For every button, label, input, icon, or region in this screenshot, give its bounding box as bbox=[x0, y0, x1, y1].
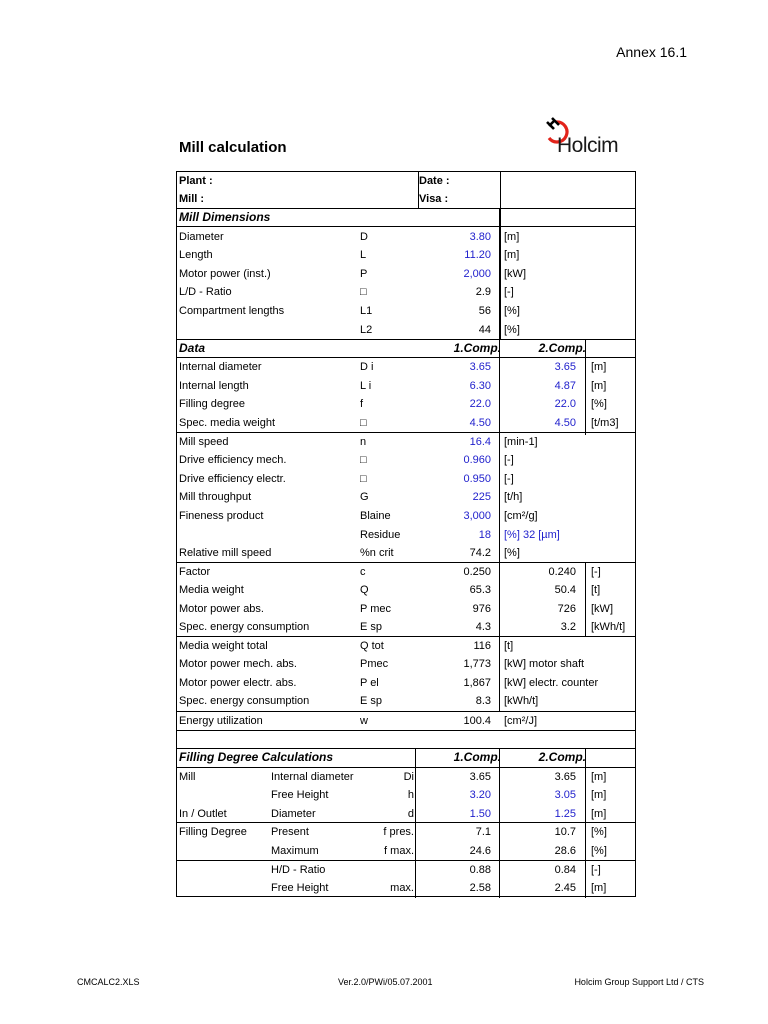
comp2-value: 3.05 bbox=[554, 789, 576, 802]
row-symbol: Q tot bbox=[360, 639, 384, 652]
filling-row bbox=[177, 842, 635, 860]
row-label: Internal diameter bbox=[271, 770, 354, 783]
row-symbol: f bbox=[360, 398, 364, 411]
comp2-header: 2.Comp. bbox=[538, 750, 586, 764]
column-divider bbox=[499, 208, 500, 339]
row-label: Spec. media weight bbox=[179, 416, 275, 429]
column-divider bbox=[585, 748, 586, 898]
row-divider bbox=[177, 822, 635, 823]
dimension-row bbox=[177, 246, 635, 264]
row-symbol: f max. bbox=[384, 844, 414, 857]
factor-row bbox=[177, 581, 635, 599]
row-unit: [kWh/t] bbox=[591, 621, 626, 634]
row-symbol: Di bbox=[403, 770, 414, 783]
row-unit: [%] bbox=[504, 547, 520, 560]
row-label: Diameter bbox=[179, 230, 224, 243]
total-row bbox=[177, 674, 635, 692]
footer-filename: CMCALC2.XLS bbox=[77, 977, 140, 987]
comp2-value: 726 bbox=[557, 602, 576, 615]
row-symbol: Pmec bbox=[360, 658, 389, 671]
row-label: Compartment lengths bbox=[179, 304, 285, 317]
row-unit: [-] bbox=[591, 565, 601, 578]
speed-row bbox=[177, 451, 635, 469]
row-symbol: w bbox=[360, 714, 368, 727]
section-title: Filling Degree Calculations bbox=[179, 750, 334, 764]
row-unit: [-] bbox=[504, 286, 514, 299]
row-symbol: c bbox=[360, 565, 366, 578]
filling-row bbox=[177, 786, 635, 804]
comp2-value: 0.240 bbox=[548, 565, 576, 578]
factor-row bbox=[177, 618, 635, 636]
dimension-row bbox=[177, 228, 635, 246]
comp2-value: 10.7 bbox=[554, 826, 576, 839]
row-label: Factor bbox=[179, 565, 211, 578]
row-unit: [m] bbox=[591, 361, 607, 373]
column-divider bbox=[585, 562, 586, 636]
row-symbol: E sp bbox=[360, 621, 383, 634]
row-symbol: P mec bbox=[360, 602, 391, 615]
row-symbol: L1 bbox=[360, 304, 373, 317]
comp2-value: 4.50 bbox=[554, 416, 576, 429]
data-row bbox=[177, 358, 635, 376]
row-unit: [t/m3] bbox=[591, 416, 619, 429]
row-value: 116 bbox=[473, 639, 491, 652]
row-unit: [m] bbox=[591, 789, 607, 802]
row-label: Present bbox=[271, 826, 309, 839]
header-row-mill bbox=[177, 190, 635, 208]
row-unit: [%] bbox=[504, 323, 520, 336]
comp1-value: 3.65 bbox=[469, 770, 491, 783]
logo-text: Holcim bbox=[557, 134, 619, 157]
section-filling-degree bbox=[177, 748, 635, 766]
row-label: Free Height bbox=[271, 789, 329, 802]
row-symbol: d bbox=[407, 807, 414, 820]
filling-row bbox=[177, 823, 635, 841]
comp1-value: 1.50 bbox=[469, 807, 491, 820]
section-mill-dimensions bbox=[177, 208, 635, 226]
row-label: Fineness product bbox=[179, 509, 264, 522]
comp1-value: 2.58 bbox=[469, 882, 491, 895]
data-row bbox=[177, 395, 635, 413]
comp1-value: 4.50 bbox=[469, 416, 491, 429]
row-symbol: Residue bbox=[360, 528, 401, 541]
row-value: 0.960 bbox=[463, 454, 491, 467]
comp2-value: 4.87 bbox=[554, 379, 576, 392]
row-label: H/D - Ratio bbox=[271, 863, 326, 876]
row-symbol: E sp bbox=[360, 695, 383, 708]
row-label: L/D - Ratio bbox=[179, 286, 232, 299]
column-divider bbox=[500, 172, 501, 339]
row-label: Mill throughput bbox=[179, 491, 252, 504]
row-label: Diameter bbox=[271, 807, 316, 820]
comp2-value: 28.6 bbox=[554, 844, 576, 857]
row-symbol: □ bbox=[360, 472, 367, 485]
comp1-value: 7.1 bbox=[475, 826, 491, 839]
filling-row bbox=[177, 879, 635, 897]
speed-row bbox=[177, 470, 635, 488]
row-unit: [kW] electr. counter bbox=[504, 676, 599, 689]
row-unit: [cm²/g] bbox=[504, 509, 538, 522]
row-unit: [m] bbox=[591, 379, 607, 392]
header-row-plant bbox=[177, 172, 635, 190]
row-symbol: Blaine bbox=[360, 509, 391, 522]
row-unit: [-] bbox=[504, 472, 514, 485]
comp1-header: 1.Comp. bbox=[453, 341, 501, 355]
energy-row bbox=[177, 712, 635, 730]
row-label: Drive efficiency mech. bbox=[179, 454, 287, 467]
row-label: Media weight total bbox=[179, 639, 268, 652]
mill-label: Mill : bbox=[179, 193, 205, 205]
comp2-value: 3.2 bbox=[560, 621, 576, 634]
comp1-value: 976 bbox=[472, 602, 491, 615]
filling-row bbox=[177, 805, 635, 823]
total-row bbox=[177, 655, 635, 673]
dimension-row bbox=[177, 265, 635, 283]
row-symbol: Q bbox=[360, 584, 369, 597]
comp1-value: 0.88 bbox=[469, 863, 491, 876]
filling-row bbox=[177, 861, 635, 879]
row-group-label: In / Outlet bbox=[179, 807, 227, 820]
row-label: Maximum bbox=[271, 844, 319, 857]
row-label: Spec. energy consumption bbox=[179, 695, 310, 708]
row-value: 100.4 bbox=[463, 714, 491, 727]
row-unit: [%] bbox=[591, 398, 607, 411]
comp1-value: 24.6 bbox=[469, 844, 491, 857]
comp2-value: 22.0 bbox=[554, 398, 576, 411]
row-value: 0.950 bbox=[463, 472, 491, 485]
factor-row bbox=[177, 563, 635, 581]
row-label: Relative mill speed bbox=[179, 547, 272, 560]
row-value: 225 bbox=[472, 491, 491, 504]
row-unit: [cm²/J] bbox=[504, 714, 537, 727]
row-unit: [%] bbox=[504, 304, 520, 317]
row-divider bbox=[177, 730, 635, 731]
comp2-header: 2.Comp. bbox=[538, 341, 586, 355]
row-label: Media weight bbox=[179, 584, 244, 597]
row-symbol: P bbox=[360, 267, 368, 280]
row-group-label: Filling Degree bbox=[179, 826, 247, 839]
row-value: 1,773 bbox=[463, 658, 491, 671]
dimension-row bbox=[177, 283, 635, 301]
row-label: Drive efficiency electr. bbox=[179, 472, 286, 485]
row-symbol: L i bbox=[360, 379, 372, 392]
visa-label: Visa : bbox=[419, 193, 449, 205]
row-unit: [%] 32 [µm] bbox=[504, 528, 560, 541]
comp2-value: 0.84 bbox=[554, 863, 576, 876]
row-unit: [m] bbox=[591, 882, 607, 895]
row-symbol: %n crit bbox=[360, 547, 394, 560]
row-unit: [-] bbox=[504, 454, 514, 467]
row-value: 44 bbox=[478, 323, 491, 336]
row-symbol: D i bbox=[360, 361, 374, 373]
row-value: 2.9 bbox=[475, 286, 491, 299]
row-symbol: P el bbox=[360, 676, 379, 689]
column-divider bbox=[499, 748, 500, 898]
row-unit: [kW] motor shaft bbox=[504, 658, 585, 671]
row-label: Mill speed bbox=[179, 435, 229, 448]
row-label: Spec. energy consumption bbox=[179, 621, 310, 634]
row-label: Motor power mech. abs. bbox=[179, 658, 297, 671]
row-unit: [m] bbox=[591, 770, 607, 783]
row-symbol: n bbox=[360, 435, 367, 448]
row-symbol: h bbox=[407, 789, 414, 802]
row-symbol: f pres. bbox=[383, 826, 414, 839]
row-value: 11.20 bbox=[464, 249, 491, 262]
row-unit: [t] bbox=[504, 639, 514, 652]
row-unit: [m] bbox=[591, 807, 607, 820]
row-label: Free Height bbox=[271, 882, 329, 895]
page-title: Mill calculation bbox=[179, 139, 287, 156]
filling-row bbox=[177, 768, 635, 786]
holcim-logo bbox=[541, 114, 631, 164]
dimension-row bbox=[177, 302, 635, 320]
footer-company: Holcim Group Support Ltd / CTS bbox=[574, 977, 704, 987]
column-divider bbox=[418, 172, 419, 208]
row-value: 2,000 bbox=[463, 267, 491, 280]
row-symbol: G bbox=[360, 491, 369, 504]
speed-row bbox=[177, 526, 635, 544]
data-row bbox=[177, 414, 635, 432]
row-unit: [kW] bbox=[504, 267, 526, 280]
total-row bbox=[177, 692, 635, 710]
column-divider bbox=[499, 339, 500, 712]
annex-label: Annex 16.1 bbox=[616, 44, 687, 60]
comp2-value: 50.4 bbox=[554, 584, 576, 597]
row-value: 3,000 bbox=[463, 509, 491, 522]
speed-row bbox=[177, 544, 635, 562]
comp1-value: 6.30 bbox=[469, 379, 491, 392]
row-group-label: Mill bbox=[179, 770, 196, 783]
speed-row bbox=[177, 433, 635, 451]
row-value: 3.80 bbox=[469, 230, 491, 243]
row-value: 74.2 bbox=[469, 547, 491, 560]
comp1-value: 3.20 bbox=[469, 789, 491, 802]
plant-label: Plant : bbox=[179, 175, 213, 187]
row-value: 56 bbox=[478, 304, 491, 317]
comp2-value: 1.25 bbox=[554, 807, 576, 820]
speed-row bbox=[177, 507, 635, 525]
row-label: Internal length bbox=[179, 379, 249, 392]
date-label: Date : bbox=[419, 175, 450, 187]
row-unit: [kW] bbox=[591, 602, 613, 615]
row-label: Motor power (inst.) bbox=[179, 267, 271, 280]
comp1-value: 4.3 bbox=[475, 621, 491, 634]
comp1-value: 65.3 bbox=[469, 584, 491, 597]
row-label: Length bbox=[179, 249, 213, 262]
section-data bbox=[177, 339, 635, 357]
comp1-value: 22.0 bbox=[469, 398, 491, 411]
row-value: 16.4 bbox=[469, 435, 491, 448]
row-unit: [t/h] bbox=[504, 491, 523, 504]
comp2-value: 2.45 bbox=[554, 882, 576, 895]
row-symbol: L2 bbox=[360, 323, 373, 336]
row-unit: [m] bbox=[504, 249, 520, 262]
section-title: Mill Dimensions bbox=[179, 210, 271, 224]
row-symbol: max. bbox=[390, 882, 414, 895]
comp2-value: 3.65 bbox=[554, 770, 576, 783]
row-symbol: D bbox=[360, 230, 368, 243]
row-label: Motor power abs. bbox=[179, 602, 264, 615]
row-unit: [min-1] bbox=[504, 435, 538, 448]
row-symbol: □ bbox=[360, 286, 367, 299]
row-value: 18 bbox=[478, 528, 491, 541]
factor-row bbox=[177, 600, 635, 618]
row-value: 1,867 bbox=[463, 676, 491, 689]
row-label: Internal diameter bbox=[179, 361, 262, 373]
section-title: Data bbox=[179, 341, 206, 355]
comp1-header: 1.Comp. bbox=[453, 750, 501, 764]
row-unit: [kWh/t] bbox=[504, 695, 539, 708]
row-unit: [%] bbox=[591, 844, 607, 857]
speed-row bbox=[177, 488, 635, 506]
row-unit: [%] bbox=[591, 826, 607, 839]
row-symbol: L bbox=[360, 249, 367, 262]
total-row bbox=[177, 637, 635, 655]
footer-version: Ver.2.0/PWi/05.07.2001 bbox=[338, 977, 433, 987]
row-unit: [-] bbox=[591, 863, 601, 876]
mill-calculation-sheet bbox=[176, 171, 636, 897]
row-label: Energy utilization bbox=[179, 714, 263, 727]
column-divider bbox=[415, 748, 416, 898]
comp1-value: 3.65 bbox=[469, 361, 491, 373]
row-divider bbox=[177, 860, 635, 861]
row-label: Filling degree bbox=[179, 398, 246, 411]
comp2-value: 3.65 bbox=[554, 361, 576, 373]
row-symbol: □ bbox=[360, 454, 367, 467]
comp1-value: 0.250 bbox=[463, 565, 491, 578]
column-divider bbox=[585, 339, 586, 435]
row-unit: [m] bbox=[504, 230, 520, 243]
data-row bbox=[177, 377, 635, 395]
row-label: Motor power electr. abs. bbox=[179, 676, 297, 689]
row-unit: [t] bbox=[591, 584, 601, 597]
row-symbol: □ bbox=[360, 416, 367, 429]
dimension-row bbox=[177, 321, 635, 339]
row-value: 8.3 bbox=[475, 695, 491, 708]
